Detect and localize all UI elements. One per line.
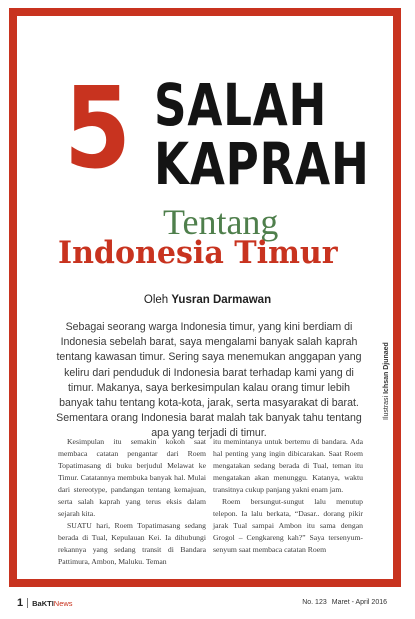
illustration-credit [383, 342, 390, 420]
lead-paragraph: Sebagai seorang warga Indonesia timur, yang kini berdiam di Indonesia sebelah barat, saya mengalami banyak salah kaprah tentang kawasan timur. Sering saya menemukan anggapan yang keliru dari penduduk di Indonesia barat terhadap kami yang di timur. Makanya, saya berkesimpulan kalau orang timur lebih banyak tahu tentang kota-kota, jarak, serta masyarakat di barat. Sementara orang Indonesia barat malah tak banyak tahu tentang apa yang terjadi di timur. [56, 321, 362, 440]
body-column-left [58, 436, 206, 568]
page-number: 1 [17, 597, 24, 609]
article-headline [0, 0, 415, 280]
footer-left [17, 597, 73, 609]
brand-name-b: News [53, 599, 73, 608]
headline-kaprah: KAPRAH [154, 130, 370, 198]
brand-name-a: BaKTI [32, 599, 54, 608]
byline [0, 294, 415, 306]
headline-number: 5 [64, 64, 130, 194]
headline-indonesia-timur: Indonesia Timur [58, 235, 338, 271]
body-paragraph: Roem bersungut-sungut lalu menutup telepon. Ia lalu berkata, “Dasar.. dorang pikir jarak Tual sampai Ambon itu sama dengan Grogol – Cengkareng kah?” Saya tersenyum-senyum saat membaca catatan Roem [213, 497, 363, 554]
issue-date: Maret - April 2016 [331, 599, 387, 606]
headline-salah: SALAH [154, 71, 328, 139]
footer-divider [27, 598, 28, 608]
brand-logo [32, 598, 72, 608]
credit-name: Ichsan Djunaed [383, 342, 390, 394]
body-paragraph: itu memintanya untuk bertemu di bandara. Ada hal penting yang ingin dibicarakan. Saat Roem mengatakan sedang berada di Tual, teman itu mengatakan akan menunggu. Katanya, waktu transitnya cukup panjang yakni enam jam. [213, 437, 363, 494]
body-paragraph: Kesimpulan itu semakin kokoh saat membaca catatan pengantar dari Roem Topatimasang di buku berjudul Melawat ke Timur. Catatannya membuka banyak hal. Mulai dari stereotype, pandangan tentang kemajuan, serta salah kaprah yang terus eksis dalam sejarah kita. [58, 437, 206, 518]
footer-right [302, 599, 387, 606]
byline-author: Yusran Darmawan [171, 294, 272, 306]
headline-tentang: Tentang [163, 202, 279, 242]
byline-prefix: Oleh [143, 294, 169, 306]
credit-label: Ilustrasi [383, 395, 390, 420]
issue-number: No. 123 [302, 599, 327, 606]
body-paragraph: SUATU hari, Roem Topatimasang sedang berada di Tual, Kepulauan Kei. Ia dihubungi rekannya yang sedang transit di Bandara Pattimura, Ambon, Maluku. Teman [58, 521, 206, 566]
body-column-right [213, 436, 363, 556]
